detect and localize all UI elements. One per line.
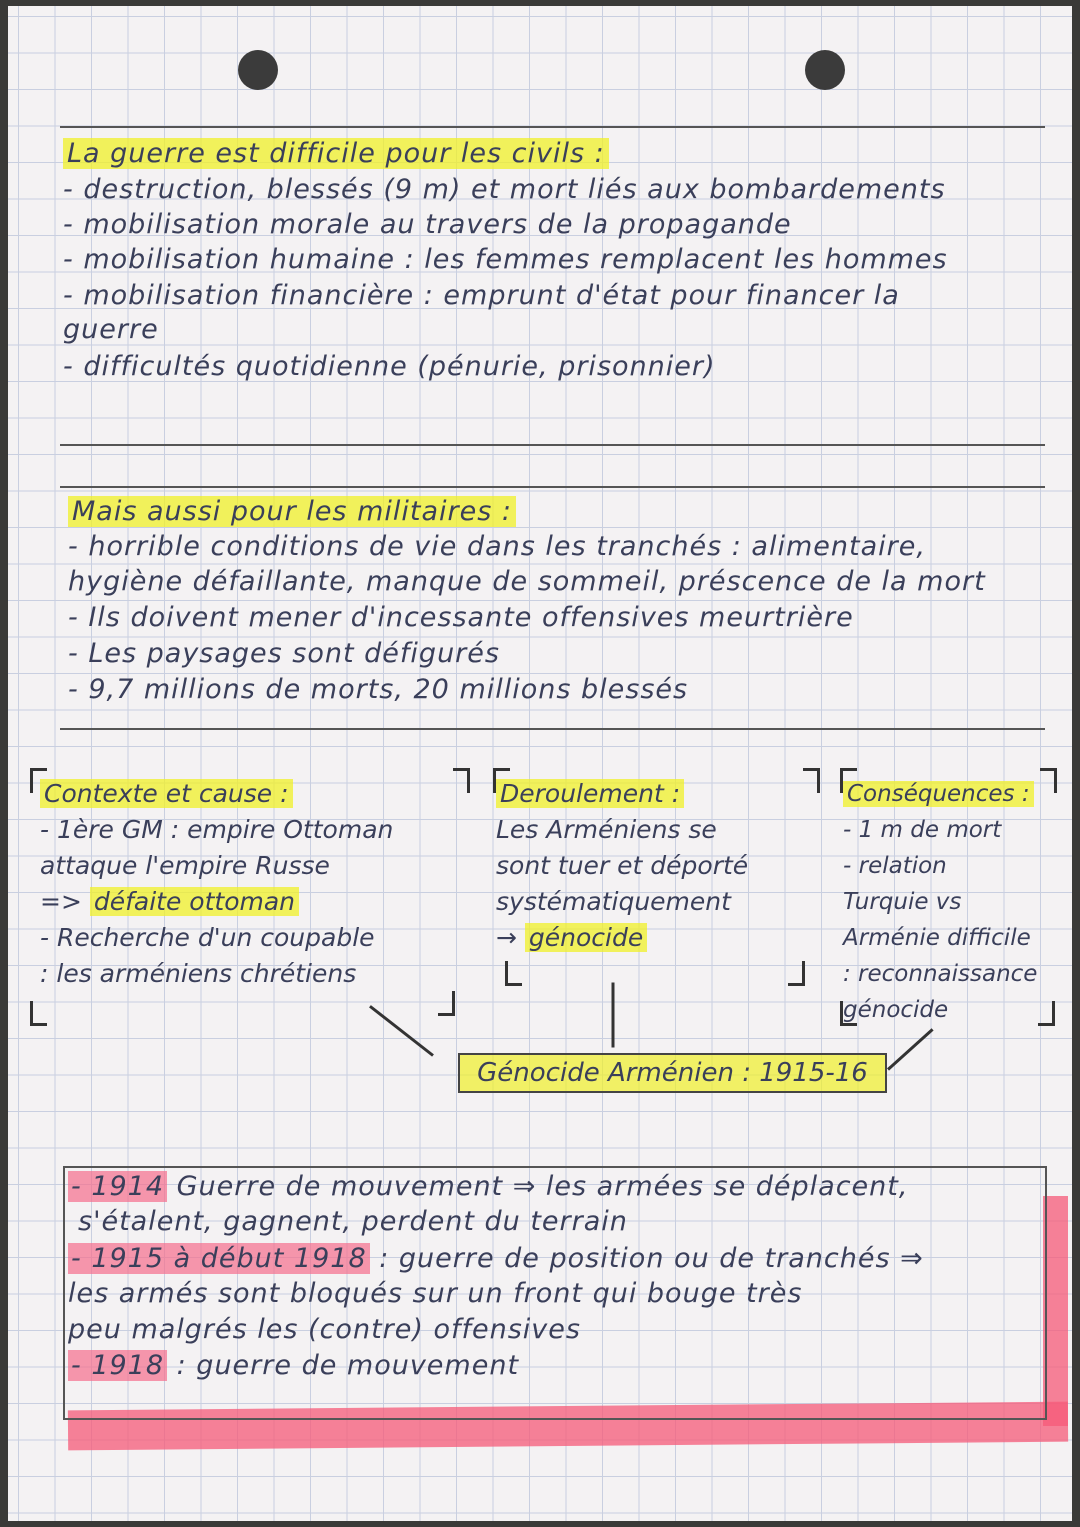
column-contexte bbox=[40, 776, 393, 992]
phase-row bbox=[68, 1314, 581, 1345]
note-line: Les Arméniens se bbox=[496, 815, 717, 844]
column-consequences bbox=[843, 776, 1037, 1028]
phase-date: - 1915 à début 1918 bbox=[68, 1243, 370, 1274]
binder-hole bbox=[805, 50, 845, 90]
note-line: - difficultés quotidienne (pénurie, prisonnier) bbox=[63, 351, 716, 382]
highlight-text: défaite ottoman bbox=[90, 887, 299, 916]
note-line: - Recherche d'un coupable bbox=[40, 923, 375, 952]
phase-row bbox=[68, 1278, 802, 1309]
bracket-mark bbox=[453, 768, 470, 793]
note-line: : reconnaissance bbox=[843, 961, 1038, 987]
bracket-mark bbox=[30, 768, 47, 793]
column-deroulement bbox=[496, 776, 748, 956]
note-line: - 1ère GM : empire Ottoman bbox=[40, 815, 394, 844]
note-line: - 1 m de mort bbox=[843, 817, 1002, 843]
note-line: - Ils doivent mener d'incessante offensives meurtrière bbox=[68, 602, 854, 633]
highlight-text: génocide bbox=[525, 923, 647, 952]
note-line: => bbox=[40, 887, 90, 916]
note-line: - relation bbox=[843, 853, 947, 879]
section-title-militaires bbox=[68, 496, 516, 527]
divider bbox=[60, 486, 1045, 488]
arrow-icon bbox=[369, 1005, 434, 1057]
genocide-center-title: Génocide Arménien : 1915-16 bbox=[458, 1053, 887, 1093]
divider bbox=[60, 126, 1045, 128]
column-title: Conséquences : bbox=[843, 781, 1034, 807]
phase-text: les armés sont bloqués sur un front qui bouge très bbox=[68, 1278, 803, 1309]
arrow-icon bbox=[887, 1028, 934, 1070]
binder-hole bbox=[238, 50, 278, 90]
bracket-mark bbox=[840, 1001, 857, 1026]
bracket-mark bbox=[493, 768, 510, 793]
note-line: - mobilisation morale au travers de la propagande bbox=[63, 209, 792, 240]
phase-text: : guerre de position ou de tranchés ⇒ bbox=[369, 1243, 924, 1274]
column-title: Contexte et cause : bbox=[40, 779, 293, 808]
note-line: attaque l'empire Russe bbox=[40, 851, 330, 880]
note-line: génocide bbox=[843, 997, 949, 1023]
bracket-mark bbox=[438, 991, 455, 1016]
note-line: systématiquement bbox=[496, 887, 731, 916]
note-line: - mobilisation humaine : les femmes remplacent les hommes bbox=[63, 244, 948, 275]
title-text: La guerre est difficile pour les civils : bbox=[63, 138, 609, 169]
phase-date: - 1918 bbox=[68, 1350, 167, 1381]
phase-row bbox=[68, 1171, 908, 1202]
note-line: guerre bbox=[63, 314, 159, 345]
bracket-mark bbox=[840, 768, 857, 793]
phase-text: s'étalent, gagnent, perdent du terrain bbox=[78, 1206, 628, 1237]
section-title-civils bbox=[63, 138, 609, 169]
arrow-icon bbox=[612, 983, 615, 1048]
phase-row bbox=[78, 1206, 628, 1237]
phase-row bbox=[68, 1243, 924, 1274]
phase-text: Guerre de mouvement ⇒ les armées se déplacent, bbox=[167, 1171, 909, 1202]
note-line: - Les paysages sont défigurés bbox=[68, 638, 500, 669]
bracket-mark bbox=[788, 961, 805, 986]
column-title: Deroulement : bbox=[496, 779, 684, 808]
note-line: Turquie vs bbox=[843, 889, 962, 915]
bracket-mark bbox=[803, 768, 820, 793]
phase-row bbox=[68, 1350, 519, 1381]
bracket-mark bbox=[30, 1001, 47, 1026]
phase-text: : guerre de mouvement bbox=[167, 1350, 520, 1381]
phase-text: peu malgrés les (contre) offensives bbox=[68, 1314, 581, 1345]
bracket-mark bbox=[1038, 1001, 1055, 1026]
divider bbox=[60, 444, 1045, 446]
divider bbox=[60, 728, 1045, 730]
note-line: sont tuer et déporté bbox=[496, 851, 749, 880]
bracket-mark bbox=[1040, 768, 1057, 793]
note-line: : les arméniens chrétiens bbox=[40, 959, 357, 988]
phase-date: - 1914 bbox=[68, 1171, 167, 1202]
note-line: hygiène défaillante, manque de sommeil, préscence de la mort bbox=[68, 566, 986, 597]
note-line: - horrible conditions de vie dans les tranchés : alimentaire, bbox=[68, 531, 926, 562]
note-line: - mobilisation financière : emprunt d'état pour financer la bbox=[63, 280, 900, 311]
title-text: Mais aussi pour les militaires : bbox=[68, 496, 516, 527]
note-line: - destruction, blessés (9 m) et mort liés aux bombardements bbox=[63, 174, 946, 205]
notebook-page bbox=[8, 6, 1072, 1521]
note-line: Arménie difficile bbox=[843, 925, 1031, 951]
note-line: → bbox=[496, 923, 525, 952]
note-line: - 9,7 millions de morts, 20 millions blessés bbox=[68, 674, 689, 705]
bracket-mark bbox=[505, 961, 522, 986]
